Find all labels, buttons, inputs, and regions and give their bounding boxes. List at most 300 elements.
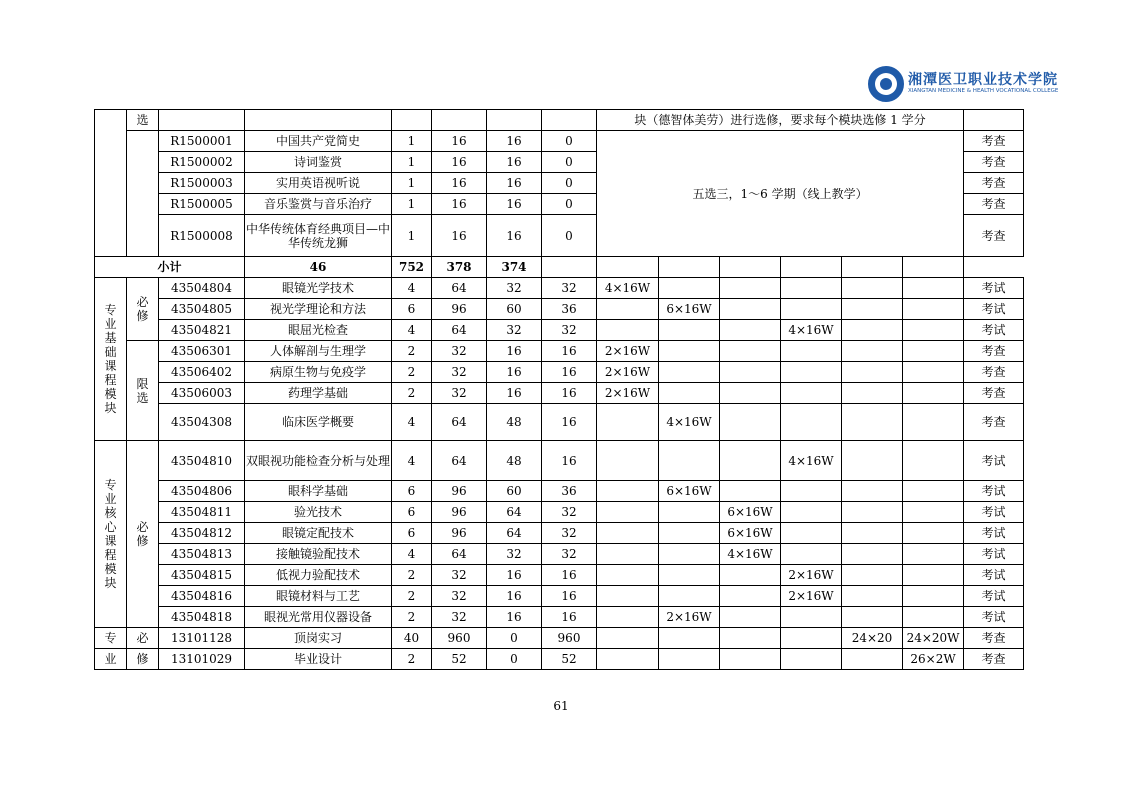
empty-cell [487, 110, 542, 131]
course-practice-hours: 16 [542, 586, 597, 607]
assessment-type: 考查 [964, 383, 1024, 404]
course-code: R1500005 [159, 194, 245, 215]
course-credit: 1 [392, 152, 432, 173]
course-name: 顶岗实习 [245, 628, 392, 649]
semester-s2 [659, 502, 720, 523]
core-module-label-char: 核 [104, 506, 117, 520]
semester-s3 [720, 341, 781, 362]
semester-s3 [720, 607, 781, 628]
assessment-type: 考查 [964, 649, 1024, 670]
course-credit: 4 [392, 441, 432, 481]
course-name: 低视力验配技术 [245, 565, 392, 586]
course-theory-hours: 16 [487, 131, 542, 152]
semester-s2 [659, 565, 720, 586]
semester-s2: 6×16W [659, 299, 720, 320]
core-module-label-char: 课 [104, 534, 117, 548]
course-credit: 1 [392, 215, 432, 257]
elective-arrangement: 五选三，1～6 学期（线上教学） [597, 131, 964, 257]
course-name: 中国共产党简史 [245, 131, 392, 152]
course-name: 临床医学概要 [245, 404, 392, 441]
semester-s5 [842, 481, 903, 502]
semester-s3 [720, 628, 781, 649]
semester-s4 [781, 544, 842, 565]
course-total-hours: 96 [432, 502, 487, 523]
course-theory-hours: 60 [487, 481, 542, 502]
course-practice-hours: 32 [542, 320, 597, 341]
course-code: 43504812 [159, 523, 245, 544]
course-credit: 1 [392, 131, 432, 152]
course-theory-hours: 16 [487, 586, 542, 607]
course-code: 43504308 [159, 404, 245, 441]
semester-s5 [842, 544, 903, 565]
semester-s3 [720, 320, 781, 341]
semester-s5 [842, 341, 903, 362]
semester-s4 [781, 362, 842, 383]
course-total-hours: 64 [432, 441, 487, 481]
semester-s3 [720, 299, 781, 320]
empty-cell [720, 257, 781, 278]
course-theory-hours: 48 [487, 404, 542, 441]
course-practice-hours: 16 [542, 565, 597, 586]
course-total-hours: 64 [432, 278, 487, 299]
semester-s1 [597, 320, 659, 341]
semester-s4 [781, 607, 842, 628]
semester-s4 [781, 502, 842, 523]
course-practice-hours: 16 [542, 341, 597, 362]
module-label-cell [95, 110, 127, 257]
semester-s1 [597, 481, 659, 502]
school-name: 湘潭医卫职业技术学院 [908, 72, 1058, 88]
basic-module-label-char: 模 [104, 387, 117, 401]
course-total-hours: 64 [432, 544, 487, 565]
semester-s6 [903, 362, 964, 383]
semester-s4: 4×16W [781, 441, 842, 481]
school-name-en: XIANGTAN MEDICINE & HEALTH VOCATIONAL COLLEGE [908, 88, 1059, 94]
basic-module-label-char: 业 [104, 317, 117, 331]
semester-s6 [903, 320, 964, 341]
core-required-label-char: 修 [136, 534, 149, 548]
core-module-label-char: 专 [104, 478, 117, 492]
course-practice-hours: 16 [542, 607, 597, 628]
course-theory-hours: 60 [487, 299, 542, 320]
assessment-type: 考试 [964, 523, 1024, 544]
empty-cell [659, 257, 720, 278]
table-row [95, 383, 1024, 404]
semester-s1 [597, 565, 659, 586]
semester-s2 [659, 628, 720, 649]
school-emblem-icon [868, 66, 904, 102]
table-row [95, 523, 1024, 544]
semester-s6 [903, 607, 964, 628]
course-code: 43504813 [159, 544, 245, 565]
course-name: 毕业设计 [245, 649, 392, 670]
course-code: 13101029 [159, 649, 245, 670]
course-credit: 2 [392, 565, 432, 586]
empty-cell [542, 257, 597, 278]
semester-s1 [597, 523, 659, 544]
core-required-label [127, 441, 159, 628]
assessment-type: 考查 [964, 152, 1024, 173]
core-required-label-char: 必 [136, 520, 149, 534]
course-theory-hours: 64 [487, 523, 542, 544]
course-name: 病原生物与免疫学 [245, 362, 392, 383]
page-number: 61 [553, 699, 569, 713]
course-practice-hours: 36 [542, 299, 597, 320]
course-credit: 2 [392, 607, 432, 628]
semester-s3 [720, 278, 781, 299]
semester-s3 [720, 481, 781, 502]
course-practice-hours: 0 [542, 194, 597, 215]
course-total-hours: 32 [432, 341, 487, 362]
course-theory-hours: 16 [487, 194, 542, 215]
basic-required-label-char: 修 [136, 309, 149, 323]
semester-s4: 2×16W [781, 565, 842, 586]
course-code: 43504811 [159, 502, 245, 523]
semester-s1 [597, 628, 659, 649]
course-credit: 2 [392, 341, 432, 362]
course-credit: 6 [392, 523, 432, 544]
core-module-label-char: 模 [104, 562, 117, 576]
assessment-type: 考试 [964, 586, 1024, 607]
course-theory-hours: 16 [487, 607, 542, 628]
table-row [95, 278, 1024, 299]
semester-s1: 2×16W [597, 341, 659, 362]
assessment-type: 考试 [964, 544, 1024, 565]
course-total-hours: 32 [432, 586, 487, 607]
course-code: 43504815 [159, 565, 245, 586]
subtotal-credit: 46 [245, 257, 392, 278]
semester-s1 [597, 649, 659, 670]
assessment-type: 考查 [964, 628, 1024, 649]
course-theory-hours: 32 [487, 320, 542, 341]
basic-limited-label [127, 341, 159, 441]
semester-s1 [597, 586, 659, 607]
semester-s6 [903, 299, 964, 320]
assessment-type: 考查 [964, 173, 1024, 194]
semester-s6 [903, 502, 964, 523]
course-credit: 6 [392, 502, 432, 523]
semester-s2 [659, 320, 720, 341]
empty-cell [159, 110, 245, 131]
semester-s6: 26×2W [903, 649, 964, 670]
course-credit: 4 [392, 544, 432, 565]
assessment-type: 考试 [964, 278, 1024, 299]
semester-s6: 24×20W [903, 628, 964, 649]
semester-s6 [903, 586, 964, 607]
practice-required-label: 修 [127, 649, 159, 670]
semester-s5 [842, 502, 903, 523]
basic-module-label-char: 专 [104, 303, 117, 317]
semester-s3 [720, 383, 781, 404]
table-row [95, 299, 1024, 320]
semester-s6 [903, 523, 964, 544]
semester-s5 [842, 649, 903, 670]
practice-module-label: 专 [95, 628, 127, 649]
semester-s3 [720, 649, 781, 670]
semester-s1 [597, 502, 659, 523]
course-code: 43504805 [159, 299, 245, 320]
basic-required-label-char: 必 [136, 295, 149, 309]
course-practice-hours: 16 [542, 404, 597, 441]
course-name: 药理学基础 [245, 383, 392, 404]
course-name: 眼视光常用仪器设备 [245, 607, 392, 628]
course-name: 验光技术 [245, 502, 392, 523]
course-credit: 2 [392, 383, 432, 404]
empty-cell [245, 110, 392, 131]
empty-cell [781, 257, 842, 278]
semester-s2 [659, 544, 720, 565]
course-total-hours: 32 [432, 565, 487, 586]
semester-s2 [659, 441, 720, 481]
semester-s5 [842, 278, 903, 299]
course-code: 43504821 [159, 320, 245, 341]
subtotal-total: 752 [392, 257, 432, 278]
semester-s2 [659, 523, 720, 544]
course-name: 诗词鉴赏 [245, 152, 392, 173]
course-practice-hours: 32 [542, 523, 597, 544]
practice-required-label: 必 [127, 628, 159, 649]
core-module-label [95, 441, 127, 628]
course-total-hours: 32 [432, 362, 487, 383]
semester-s5 [842, 299, 903, 320]
semester-s3 [720, 441, 781, 481]
course-code: R1500001 [159, 131, 245, 152]
semester-s4: 4×16W [781, 320, 842, 341]
empty-cell [842, 257, 903, 278]
semester-s5 [842, 565, 903, 586]
semester-s4 [781, 404, 842, 441]
course-code: R1500008 [159, 215, 245, 257]
table-row [95, 502, 1024, 523]
semester-s1 [597, 299, 659, 320]
semester-s2 [659, 278, 720, 299]
subtotal-label: 小计 [95, 257, 245, 278]
course-total-hours: 960 [432, 628, 487, 649]
course-total-hours: 32 [432, 607, 487, 628]
course-credit: 4 [392, 278, 432, 299]
semester-s4 [781, 383, 842, 404]
course-name: 音乐鉴赏与音乐治疗 [245, 194, 392, 215]
empty-cell [964, 110, 1024, 131]
semester-s4 [781, 341, 842, 362]
course-credit: 4 [392, 320, 432, 341]
semester-s2 [659, 649, 720, 670]
course-practice-hours: 16 [542, 362, 597, 383]
semester-s5 [842, 441, 903, 481]
course-total-hours: 16 [432, 194, 487, 215]
assessment-type: 考查 [964, 362, 1024, 383]
semester-s6 [903, 481, 964, 502]
empty-cell [903, 257, 964, 278]
semester-s4 [781, 299, 842, 320]
semester-s4 [781, 523, 842, 544]
subtotal-theory: 378 [432, 257, 487, 278]
basic-limited-label-char: 选 [136, 390, 149, 405]
course-total-hours: 16 [432, 152, 487, 173]
semester-s2: 4×16W [659, 404, 720, 441]
course-practice-hours: 960 [542, 628, 597, 649]
semester-s3: 6×16W [720, 523, 781, 544]
assessment-type: 考试 [964, 441, 1024, 481]
course-theory-hours: 48 [487, 441, 542, 481]
subtotal-practice: 374 [487, 257, 542, 278]
course-name: 人体解剖与生理学 [245, 341, 392, 362]
course-name: 视光学理论和方法 [245, 299, 392, 320]
elective-sub-label: 选 [127, 110, 159, 131]
course-theory-hours: 64 [487, 502, 542, 523]
course-code: 43504818 [159, 607, 245, 628]
semester-s3 [720, 565, 781, 586]
course-practice-hours: 16 [542, 383, 597, 404]
semester-s3 [720, 586, 781, 607]
table-row [95, 565, 1024, 586]
course-practice-hours: 52 [542, 649, 597, 670]
table-row [95, 544, 1024, 565]
course-credit: 6 [392, 481, 432, 502]
basic-module-label [95, 278, 127, 441]
table-row [95, 362, 1024, 383]
semester-s4: 2×16W [781, 586, 842, 607]
course-total-hours: 16 [432, 131, 487, 152]
semester-s6 [903, 341, 964, 362]
course-code: R1500002 [159, 152, 245, 173]
subtotal-row [95, 257, 1024, 278]
table-row [95, 586, 1024, 607]
course-credit: 1 [392, 173, 432, 194]
course-practice-hours: 0 [542, 173, 597, 194]
semester-s6 [903, 278, 964, 299]
semester-s1 [597, 441, 659, 481]
semester-s5: 24×20 [842, 628, 903, 649]
empty-cell [392, 110, 432, 131]
semester-s5 [842, 383, 903, 404]
table-row [95, 628, 1024, 649]
course-credit: 2 [392, 362, 432, 383]
semester-s6 [903, 565, 964, 586]
course-theory-hours: 32 [487, 544, 542, 565]
semester-s1: 4×16W [597, 278, 659, 299]
course-total-hours: 16 [432, 173, 487, 194]
school-logo [868, 66, 1058, 102]
semester-s1 [597, 607, 659, 628]
assessment-type: 考查 [964, 131, 1024, 152]
core-module-label-char: 程 [104, 548, 117, 562]
course-code: R1500003 [159, 173, 245, 194]
semester-s3 [720, 404, 781, 441]
assessment-type: 考试 [964, 299, 1024, 320]
course-practice-hours: 32 [542, 502, 597, 523]
practice-module-label: 业 [95, 649, 127, 670]
empty-cell [127, 131, 159, 257]
semester-s5 [842, 320, 903, 341]
course-practice-hours: 36 [542, 481, 597, 502]
table-row [95, 649, 1024, 670]
course-theory-hours: 16 [487, 341, 542, 362]
empty-cell [432, 110, 487, 131]
basic-module-label-char: 课 [104, 359, 117, 373]
course-total-hours: 16 [432, 215, 487, 257]
course-theory-hours: 16 [487, 173, 542, 194]
course-code: 43504806 [159, 481, 245, 502]
course-practice-hours: 16 [542, 441, 597, 481]
semester-s4 [781, 481, 842, 502]
basic-limited-label-char: 限 [136, 376, 149, 391]
course-credit: 40 [392, 628, 432, 649]
course-total-hours: 96 [432, 299, 487, 320]
assessment-type: 考试 [964, 565, 1024, 586]
semester-s1: 2×16W [597, 383, 659, 404]
course-name: 眼镜定配技术 [245, 523, 392, 544]
semester-s6 [903, 441, 964, 481]
course-name: 接触镜验配技术 [245, 544, 392, 565]
semester-s5 [842, 523, 903, 544]
course-code: 43504804 [159, 278, 245, 299]
basic-module-label-char: 块 [104, 401, 117, 415]
course-code: 43506301 [159, 341, 245, 362]
course-theory-hours: 16 [487, 383, 542, 404]
table-row [95, 441, 1024, 481]
course-practice-hours: 0 [542, 152, 597, 173]
semester-s2: 6×16W [659, 481, 720, 502]
empty-cell [542, 110, 597, 131]
course-practice-hours: 32 [542, 278, 597, 299]
course-total-hours: 52 [432, 649, 487, 670]
course-practice-hours: 0 [542, 131, 597, 152]
course-total-hours: 96 [432, 481, 487, 502]
course-code: 43504810 [159, 441, 245, 481]
basic-module-label-char: 程 [104, 373, 117, 387]
table-row [95, 320, 1024, 341]
semester-s5 [842, 362, 903, 383]
empty-cell [597, 257, 659, 278]
course-theory-hours: 16 [487, 362, 542, 383]
course-code: 43504816 [159, 586, 245, 607]
semester-s2: 2×16W [659, 607, 720, 628]
semester-s5 [842, 404, 903, 441]
course-theory-hours: 0 [487, 649, 542, 670]
semester-s1 [597, 404, 659, 441]
semester-s4 [781, 278, 842, 299]
core-module-label-char: 业 [104, 492, 117, 506]
course-theory-hours: 32 [487, 278, 542, 299]
assessment-type: 考试 [964, 502, 1024, 523]
elective-note: 块（德智体美劳）进行选修，要求每个模块选修 1 学分 [597, 110, 964, 131]
semester-s1: 2×16W [597, 362, 659, 383]
core-module-label-char: 块 [104, 576, 117, 590]
assessment-type: 考试 [964, 607, 1024, 628]
semester-s3 [720, 362, 781, 383]
course-total-hours: 64 [432, 404, 487, 441]
assessment-type: 考查 [964, 341, 1024, 362]
course-total-hours: 64 [432, 320, 487, 341]
course-name: 双眼视功能检查分析与处理 [245, 441, 392, 481]
table-row [95, 131, 1024, 152]
basic-module-label-char: 础 [104, 345, 117, 359]
semester-s6 [903, 383, 964, 404]
semester-s4 [781, 628, 842, 649]
assessment-type: 考试 [964, 481, 1024, 502]
assessment-type: 考查 [964, 194, 1024, 215]
course-theory-hours: 16 [487, 215, 542, 257]
semester-s2 [659, 341, 720, 362]
core-module-label-char: 心 [104, 520, 117, 534]
basic-required-label [127, 278, 159, 341]
course-theory-hours: 16 [487, 152, 542, 173]
course-name: 中华传统体育经典项目—中华传统龙狮 [245, 215, 392, 257]
table-row [95, 110, 1024, 131]
course-name: 眼屈光检查 [245, 320, 392, 341]
course-theory-hours: 0 [487, 628, 542, 649]
